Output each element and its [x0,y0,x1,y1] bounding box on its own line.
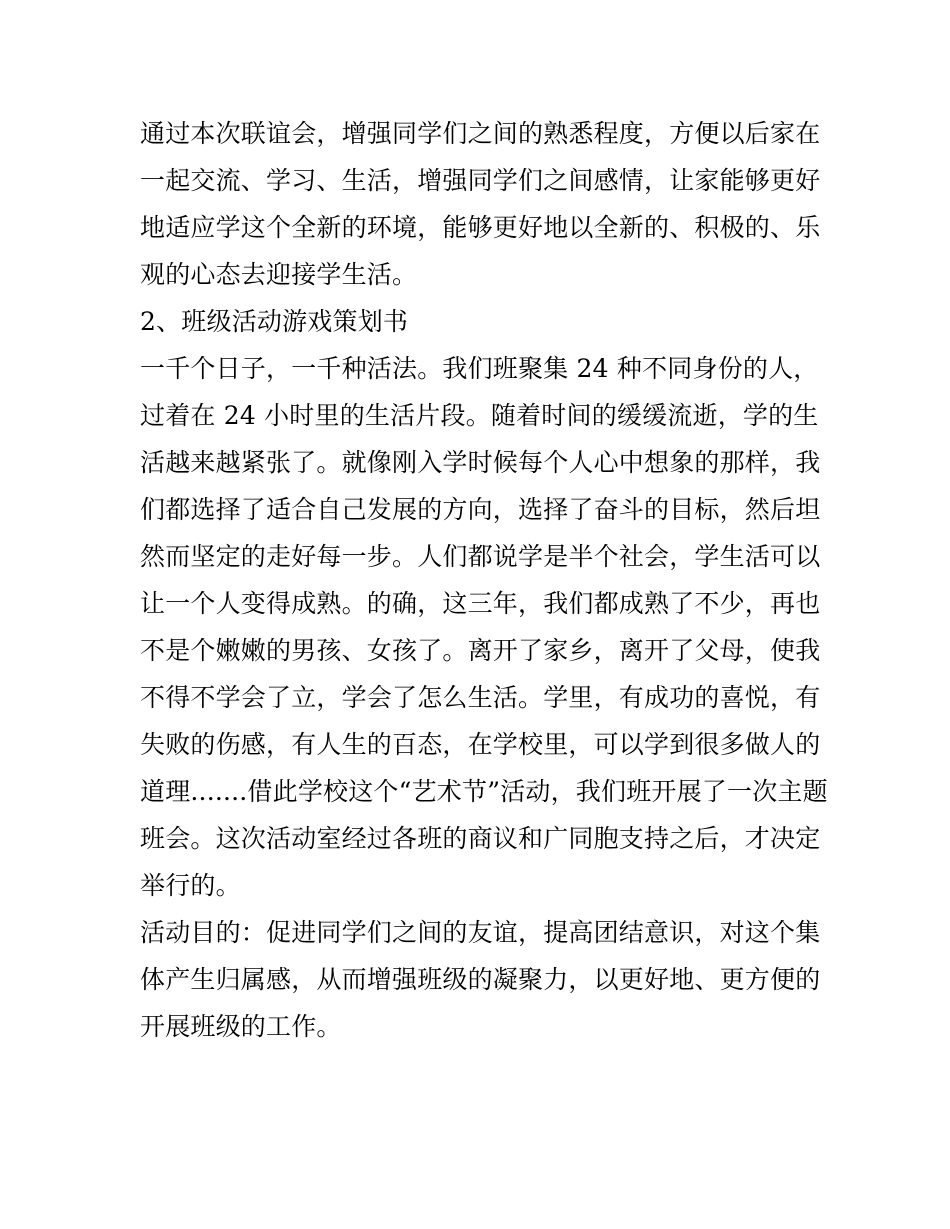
paragraph-line: 一千个日子，一千种活法。我们班聚集 24 种不同身份的人， [140,354,819,383]
paragraph-line: 一起交流、学习、生活，增强同学们之间感情，让家能够更好 [140,166,821,195]
document-body [140,110,828,1050]
paragraph-line: 举行的。 [140,871,241,900]
paragraph-line: 观的心态去迎接学生活。 [140,260,418,289]
paragraph-line: 然而坚定的走好每一步。人们都说学是半个社会，学生活可以 [140,542,821,571]
paragraph-line: 通过本次联谊会，增强同学们之间的熟悉程度，方便以后家在 [140,119,821,148]
section-heading: 2、班级活动游戏策划书 [140,307,409,336]
paragraph-line: 体产生归属感，从而增强班级的凝聚力，以更好地、更方便的 [140,965,821,994]
paragraph-line: 开展班级的工作。 [140,1012,342,1041]
paragraph-line: 地适应学这个全新的环境，能够更好地以全新的、积极的、乐 [140,213,821,242]
paragraph-line: 过着在 24 小时里的生活片段。随着时间的缓缓流逝，学的生 [140,401,819,430]
paragraph-line: 让一个人变得成熟。的确，这三年，我们都成熟了不少，再也 [140,589,821,618]
paragraph-line: 道理.......借此学校这个“艺术节”活动，我们班开展了一次主题 [140,777,828,806]
paragraph-line: 班会。这次活动室经过各班的商议和广同胞支持之后，才决定 [140,824,821,853]
paragraph-line: 活越来越紧张了。就像刚入学时候每个人心中想象的那样，我 [140,448,821,477]
paragraph-line: 们都选择了适合自己发展的方向，选择了奋斗的目标，然后坦 [140,495,821,524]
paragraph-line: 活动目的：促进同学们之间的友谊，提高团结意识，对这个集 [140,918,821,947]
paragraph-line: 不得不学会了立，学会了怎么生活。学里，有成功的喜悦，有 [140,683,821,712]
paragraph-line: 不是个嫩嫩的男孩、女孩了。离开了家乡，离开了父母，使我 [140,636,821,665]
paragraph-line: 失败的伤感，有人生的百态，在学校里，可以学到很多做人的 [140,730,821,759]
